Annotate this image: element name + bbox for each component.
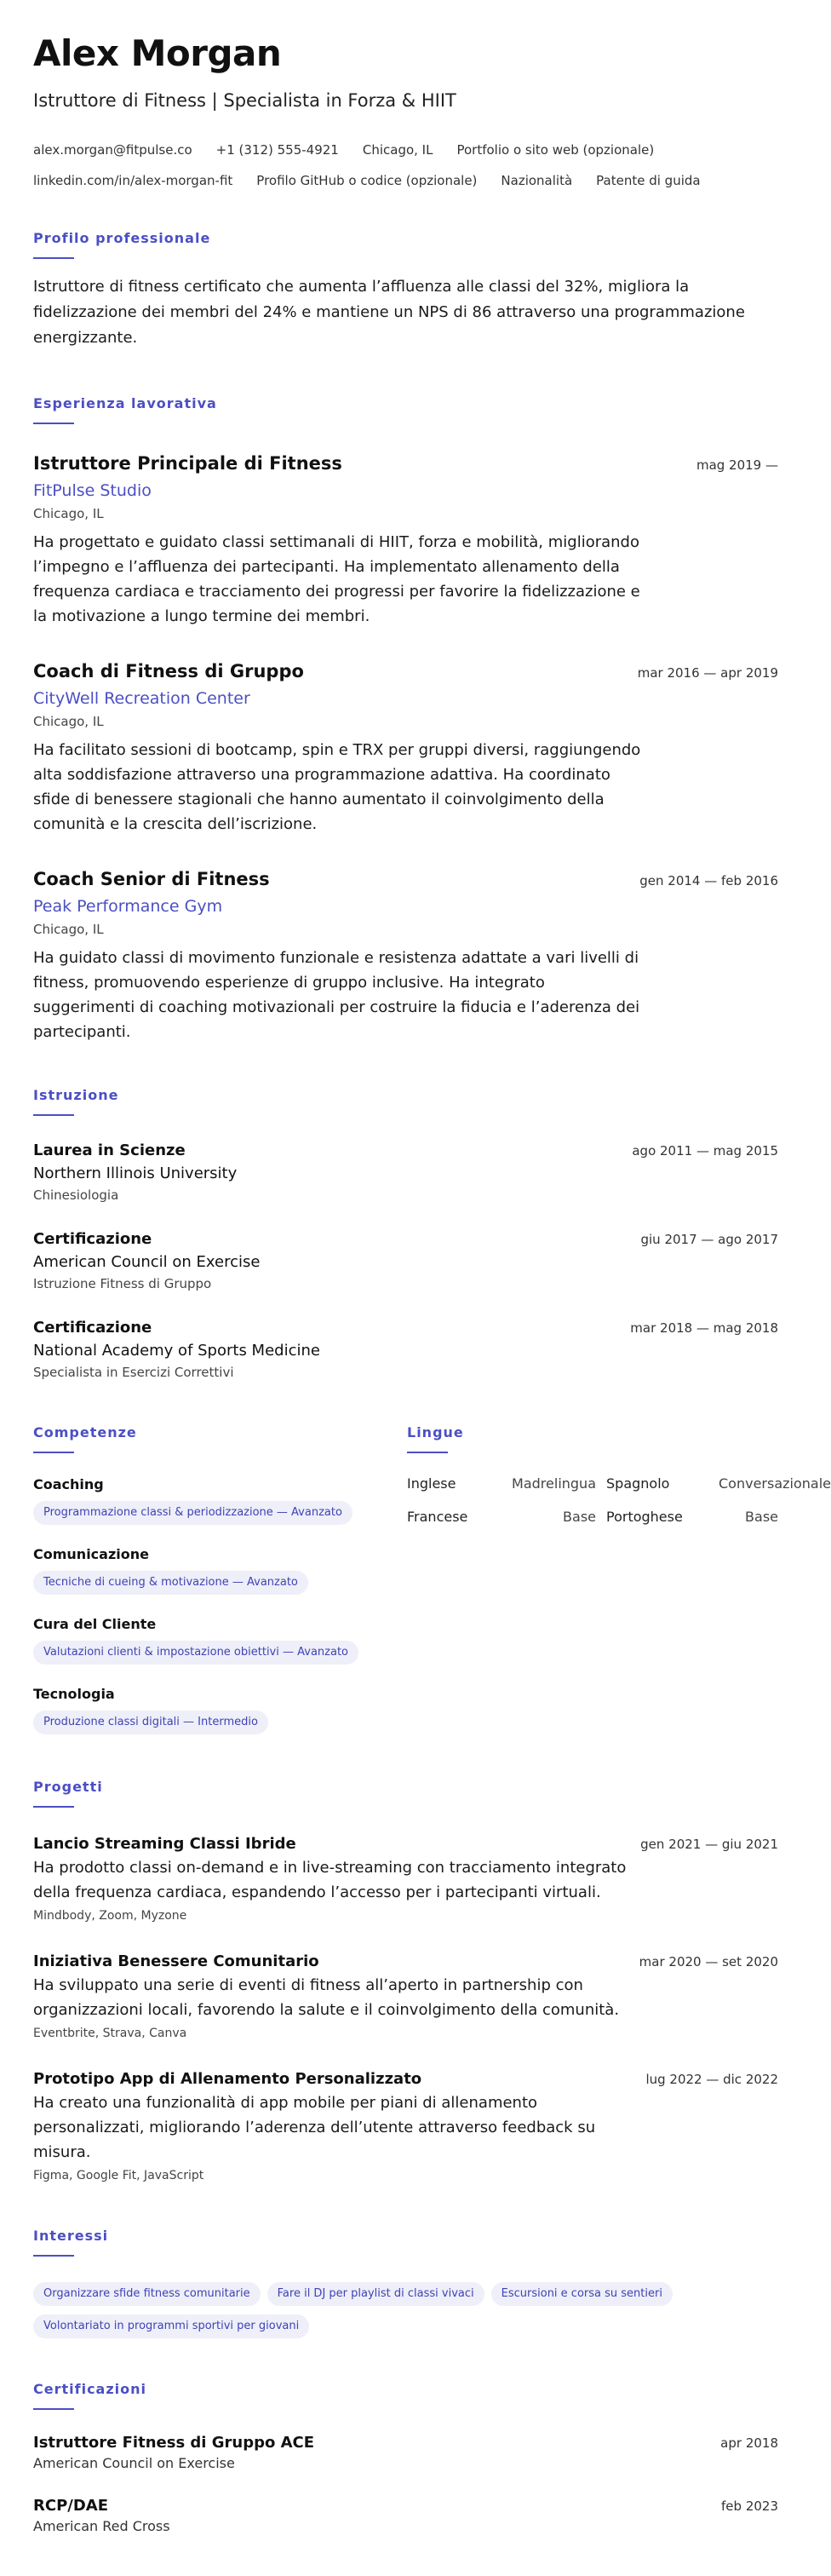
education-school: National Academy of Sports Medicine [33, 1342, 320, 1360]
certification-header [33, 2432, 778, 2454]
candidate-name: Alex Morgan [33, 32, 282, 74]
education-field: Chinesiologia [33, 1187, 119, 1203]
education-header [33, 1317, 778, 1339]
education-dates: mar 2018 — mag 2018 [630, 1320, 778, 1336]
project-tools: Mindbody, Zoom, Myzone [33, 1909, 187, 1923]
interest-chip: Fare il DJ per playlist di classi vivaci [267, 2282, 484, 2306]
project-tools: Figma, Google Fit, JavaScript [33, 2169, 204, 2182]
certification-date: apr 2018 [720, 2435, 778, 2451]
job-entry [33, 659, 778, 837]
contact-nationality: Nazionalità [501, 173, 573, 188]
project-title: Lancio Streaming Classi Ibride [33, 1835, 296, 1853]
skills-section [33, 1424, 407, 1734]
job-description: Ha progettato e guidato classi settimanali di HIIT, forza e mobilità, migliorando l’impegno e l’affluenza dei partecipanti. Ha implementato allenamento della frequenza cardiaca e tracciamento dei progressi per favorire la fidelizzazione e la motivazione a lungo termine dei membri. [33, 533, 640, 625]
section-title-interests: Interessi [33, 2228, 109, 2244]
job-title: Coach di Fitness di Gruppo [33, 661, 304, 681]
skill-category: Tecnologia [33, 1686, 115, 1702]
languages-section [407, 1424, 831, 1734]
section-divider [33, 2255, 74, 2257]
skill-category: Comunicazione [33, 1546, 149, 1562]
education-section [33, 1087, 778, 1382]
job-description: Ha facilitato sessioni di bootcamp, spin e TRX per gruppi diversi, raggiungendo alta soddisfazione attraverso una programmazione adattiva. Ha coordinato sfide di benessere stagionali che hanno aumentato il coinvolgimento della comunità e la crescita dell’iscrizione. [33, 741, 641, 833]
section-divider [407, 1452, 448, 1453]
language-level: Base [745, 1509, 778, 1525]
certification-name: Istruttore Fitness di Gruppo ACE [33, 2434, 315, 2452]
project-header [33, 2068, 778, 2090]
job-header [33, 659, 778, 683]
job-title: Coach Senior di Fitness [33, 869, 270, 889]
interest-chip: Organizzare sfide fitness comunitarie [33, 2282, 261, 2306]
skill-chip: Tecniche di cueing & motivazione — Avanzato [33, 1571, 308, 1595]
skills-languages-row [33, 1424, 831, 1734]
project-title: Iniziativa Benessere Comunitario [33, 1952, 319, 1970]
interest-chip: Volontariato in programmi sportivi per giovani [33, 2314, 309, 2338]
job-company: CityWell Recreation Center [33, 689, 250, 708]
project-entry [33, 1833, 778, 1925]
job-description: Ha guidato classi di movimento funzionale e resistenza adattate a vari livelli di fitness, promuovendo esperienze di gruppo inclusive. Ha integrato suggerimenti di coaching motivazionali per costruire la fiducia e l’aderenza dei partecipanti. [33, 949, 640, 1041]
certification-name: RCP/DAE [33, 2497, 109, 2515]
section-divider [33, 257, 74, 259]
skill-category: Coaching [33, 1476, 104, 1492]
skill-chip: Programmazione classi & periodizzazione — Avanzato [33, 1501, 352, 1525]
section-title-experience: Esperienza lavorativa [33, 395, 217, 411]
education-degree: Laurea in Scienze [33, 1141, 186, 1159]
language-name: Spagnolo [606, 1475, 670, 1492]
certification-issuer: American Council on Exercise [33, 2455, 235, 2471]
section-divider [33, 1452, 74, 1453]
contact-phone[interactable]: +1 (312) 555-4921 [215, 142, 339, 158]
contact-driving-license: Patente di guida [596, 173, 701, 188]
job-entry [33, 867, 778, 1044]
section-title-certifications: Certificazioni [33, 2381, 147, 2397]
certification-issuer: American Red Cross [33, 2518, 170, 2534]
job-location: Chicago, IL [33, 506, 104, 521]
project-entry [33, 2068, 778, 2185]
project-entry [33, 1951, 778, 2043]
experience-section [33, 395, 778, 1044]
job-location: Chicago, IL [33, 714, 104, 729]
section-title-profile: Profilo professionale [33, 230, 211, 246]
job-dates: mag 2019 — [696, 457, 778, 473]
language-name: Portoghese [606, 1509, 683, 1525]
job-header [33, 867, 778, 891]
education-field: Specialista in Esercizi Correttivi [33, 1365, 234, 1380]
project-description: Ha prodotto classi on-demand e in live-streaming con tracciamento integrato della frequenza cardiaca, espandendo l’accesso per i partecipanti virtuali. [33, 1859, 627, 1901]
contact-linkedin[interactable]: linkedin.com/in/alex-morgan-fit [33, 173, 233, 188]
project-dates: gen 2021 — giu 2021 [640, 1837, 778, 1852]
section-title-projects: Progetti [33, 1779, 103, 1795]
certification-header [33, 2495, 778, 2517]
project-dates: mar 2020 — set 2020 [639, 1954, 778, 1969]
project-description: Ha creato una funzionalità di app mobile per piani di allenamento personalizzati, migliorando l’aderenza dell’utente attraverso feedback su misura. [33, 2094, 596, 2161]
job-company: FitPulse Studio [33, 481, 152, 500]
resume-header [33, 31, 778, 196]
education-degree: Certificazione [33, 1319, 152, 1337]
job-company: Peak Performance Gym [33, 897, 223, 916]
languages-grid [407, 1475, 831, 1525]
interests-section [33, 2228, 778, 2338]
language-level: Conversazionale [719, 1475, 831, 1492]
section-divider [33, 2408, 74, 2410]
skill-chip: Valutazioni clienti & impostazione obiettivi — Avanzato [33, 1641, 358, 1665]
profile-section [33, 230, 778, 351]
education-dates: ago 2011 — mag 2015 [632, 1143, 778, 1159]
certification-date: feb 2023 [721, 2498, 778, 2514]
certification-entry [33, 2495, 778, 2536]
education-field: Istruzione Fitness di Gruppo [33, 1276, 212, 1291]
profile-summary: Istruttore di fitness certificato che aumenta l’affluenza alle classi del 32%, migliora la fidelizzazione dei membri del 24% e mantiene un NPS di 86 attraverso una programmazione energizzante. [33, 278, 745, 347]
project-title: Prototipo App di Allenamento Personalizzato [33, 2070, 422, 2088]
education-entry [33, 1228, 778, 1293]
job-dates: mar 2016 — apr 2019 [637, 665, 778, 681]
education-entry [33, 1140, 778, 1205]
section-title-languages: Lingue [407, 1424, 464, 1440]
job-location: Chicago, IL [33, 922, 104, 937]
job-header [33, 451, 778, 475]
job-title: Istruttore Principale di Fitness [33, 453, 342, 474]
section-divider [33, 1806, 74, 1808]
candidate-headline: Istruttore di Fitness | Specialista in Forza & HIIT [33, 90, 456, 111]
interest-chip: Escursioni e corsa su sentieri [491, 2282, 673, 2306]
language-level: Madrelingua [512, 1475, 596, 1492]
job-dates: gen 2014 — feb 2016 [639, 873, 778, 888]
project-dates: lug 2022 — dic 2022 [645, 2072, 778, 2087]
education-entry [33, 1317, 778, 1382]
contact-portfolio[interactable]: Portfolio o sito web (opzionale) [456, 142, 655, 158]
project-header [33, 1833, 778, 1855]
certification-entry [33, 2432, 778, 2473]
projects-section [33, 1779, 778, 2185]
section-title-skills: Competenze [33, 1424, 137, 1440]
education-header [33, 1228, 778, 1251]
contact-row [33, 135, 778, 165]
contact-github[interactable]: Profilo GitHub o codice (opzionale) [256, 173, 478, 188]
education-dates: giu 2017 — ago 2017 [640, 1232, 778, 1247]
skill-category: Cura del Cliente [33, 1616, 157, 1632]
interests-list [33, 2274, 782, 2338]
education-header [33, 1140, 778, 1162]
contact-location: Chicago, IL [362, 142, 433, 158]
language-name: Inglese [407, 1475, 456, 1492]
contact-email[interactable]: alex.morgan@fitpulse.co [33, 142, 192, 158]
education-school: American Council on Exercise [33, 1253, 261, 1271]
education-degree: Certificazione [33, 1230, 152, 1248]
section-divider [33, 423, 74, 424]
section-title-education: Istruzione [33, 1087, 119, 1103]
section-divider [33, 1114, 74, 1116]
project-description: Ha sviluppato una serie di eventi di fitness all’aperto in partnership con organizzazioni locali, favorendo la salute e il coinvolgimento della comunità. [33, 1976, 620, 2019]
language-level: Base [563, 1509, 596, 1525]
language-name: Francese [407, 1509, 468, 1525]
contact-info [33, 135, 778, 196]
project-header [33, 1951, 778, 1973]
education-school: Northern Illinois University [33, 1164, 238, 1182]
contact-row [33, 165, 778, 196]
project-tools: Eventbrite, Strava, Canva [33, 2027, 187, 2040]
certifications-section [33, 2381, 778, 2536]
skill-chip: Produzione classi digitali — Intermedio [33, 1711, 268, 1734]
job-entry [33, 451, 778, 629]
